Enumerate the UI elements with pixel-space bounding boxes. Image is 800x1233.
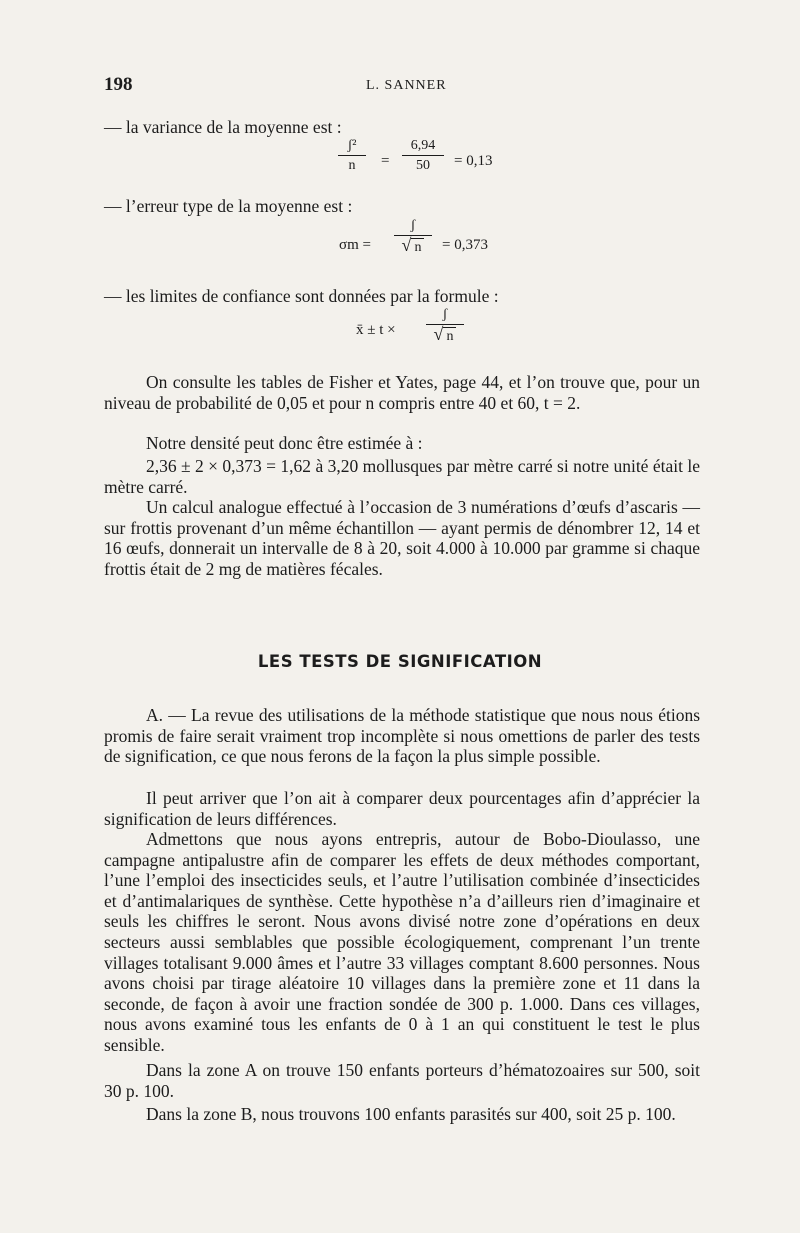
confidence-intro: — les limites de confiance sont données par la formule : [104,286,499,306]
variance-val-num: 6,94 [410,138,436,153]
paragraph-percentages: Il peut arriver que l’on ait à comparer deux pourcentages afin d’apprécier la signification de leurs différences. [104,788,700,829]
page-number: 198 [104,74,133,95]
paragraph-tables: On consulte les tables de Fisher et Yates, page 44, et l’on trouve que, pour un niveau de probabilité de 0,05 et pour n compris entre 40 et 60, t = 2. [104,372,700,413]
paragraph-estimate: 2,36 ± 2 × 0,373 = 1,62 à 3,20 mollusques par mètre carré si notre unité était le mètre carré. [104,456,700,497]
std-error-result: = 0,373 [442,237,488,253]
std-error-den: n [411,238,424,256]
std-error-intro: — l’erreur type de la moyenne est : [104,196,353,216]
section-title: LES TESTS DE SIGNIFICATION [257,652,543,671]
confidence-den: n [443,327,456,345]
confidence-lhs: x̄ ± t × [356,322,396,338]
paragraph-density: Notre densité peut donc être estimée à : [146,433,423,453]
paragraph-ascaris: Un calcul analogue effectué à l’occasion de 3 numérations d’œufs d’ascaris — sur frottis provenant d’un même échantillon — ayant permis de dénombrer 12, 14 et 16 œufs, donnerait un intervalle de 8 à 20, soit 4.000 à 10.000 par gramme si chaque frottis était de 2 mg de matières fécales. [104,497,700,579]
variance-intro: — la variance de la moyenne est : [104,117,342,137]
variance-val-den: 50 [416,158,430,173]
running-head: L. SANNER [366,78,447,93]
variance-fraction [338,137,366,174]
sqrt-symbol-icon: √ [433,324,444,344]
paragraph-intro-tests: A. — La revue des utilisations de la méthode statistique que nous nous étions promis de faire serait vraiment trop incomplète si nous omettions de parler des tests de signification, ce que nous ferons de la façon la plus simple possible. [104,705,700,767]
confidence-fraction [426,306,464,345]
variance-result: = 0,13 [454,153,493,169]
std-error-lhs: σm = [339,237,371,253]
sqrt-symbol-icon: √ [401,235,412,255]
paragraph-campaign: Admettons que nous ayons entrepris, autour de Bobo-Dioulasso, une campagne antipalustre afin de comparer les effets de deux méthodes comportant, l’une l’emploi des insecticides seuls, et l’autre l’utilisation combinée d’insecticides et d’antimalariques de synthèse. Cette hypothèse n’a d’ailleurs rien d’imaginaire et seuls les chiffres le seront. Nous avons divisé notre zone d’opérations en deux secteurs aussi semblables que possible écologiquement, comprenant l’un trente villages totalisant 9.000 âmes et l’autre 33 villages comptant 8.600 personnes. Nous avons choisi par tirage aléatoire 10 villages dans la première zone et 11 dans la seconde, de façon à avoir une fraction sondée de 300 p. 1.000. Dans ces villages, nous avons examiné tous les enfants de 0 à 1 an qui constituent le test le plus sensible. [104,829,700,1055]
page-header [104,74,700,98]
paragraph-zone-b: Dans la zone B, nous trouvons 100 enfants parasités sur 400, soit 25 p. 100. [146,1104,676,1124]
confidence-num: ʃ [442,307,448,322]
variance-value-fraction [402,137,444,174]
paragraph-zone-a: Dans la zone A on trouve 150 enfants porteurs d’hématozoaires sur 500, soit 30 p. 100. [104,1060,700,1101]
variance-equals: = [381,153,390,169]
variance-den: n [348,158,356,173]
variance-num: ʃ² [347,138,357,153]
std-error-num: ʃ [410,218,416,233]
std-error-fraction [394,217,432,256]
